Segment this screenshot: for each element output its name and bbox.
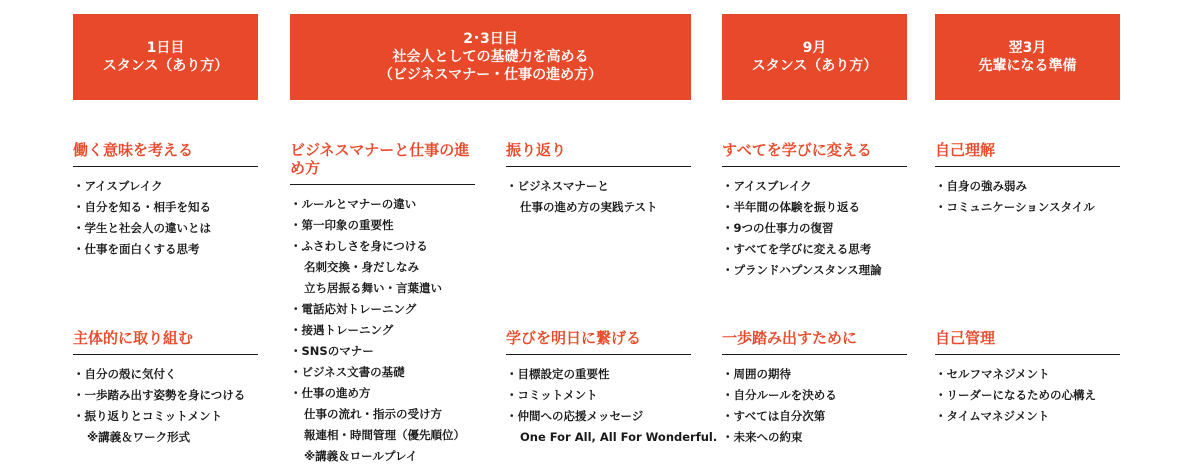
header-day23-line3: （ビジネスマナー・仕事の進め方）	[378, 67, 603, 83]
item-list	[506, 176, 691, 218]
list-item: ・仲間への応援メッセージ	[506, 409, 644, 423]
section-day1-bottom	[73, 329, 258, 448]
list-item: ・学生と社会人の違いとは	[73, 221, 211, 235]
header-day23	[290, 14, 691, 100]
divider	[73, 166, 258, 167]
header-march-line1: 翌3月	[1008, 40, 1047, 56]
list-item: ・仕事を面白くする思考	[73, 242, 200, 256]
list-item: ・目標設定の重要性	[506, 367, 610, 381]
list-item: ・電話応対トレーニング	[290, 302, 417, 316]
list-item-note: ※講義＆ロールプレイ	[304, 449, 418, 463]
list-item: ・振り返りとコミットメント	[73, 409, 223, 423]
list-item: ・接遇トレーニング	[290, 323, 394, 337]
list-item: ・仕事の進め方	[290, 386, 371, 400]
list-item: ・自身の強み弱み	[935, 179, 1027, 193]
header-september	[722, 14, 907, 100]
list-item: ・自分ルールを決める	[722, 388, 837, 402]
list-item: ・アイスブレイク	[73, 179, 163, 193]
section-day1-top	[73, 141, 258, 260]
list-item: ・ルールとマナーの違い	[290, 197, 417, 211]
list-item-note: ※講義＆ワーク形式	[87, 430, 191, 444]
list-item: ・周囲の期待	[722, 367, 791, 381]
header-day1	[73, 14, 258, 100]
list-item-sub: 名刺交換・身だしなみ	[304, 260, 419, 274]
list-item-sub: 報連相・時間管理（優先順位）	[304, 428, 465, 442]
list-item: ・ビジネス文書の基礎	[290, 365, 405, 379]
list-item: ・コミュニケーションスタイル	[935, 200, 1095, 214]
section-title: 振り返り	[506, 141, 567, 159]
header-september-line1: 9月	[802, 40, 827, 56]
section-march-bottom	[935, 329, 1120, 427]
section-march-top	[935, 141, 1120, 218]
divider	[506, 354, 691, 355]
item-list	[722, 364, 907, 448]
item-list	[722, 176, 907, 281]
list-item-sub: 立ち居振る舞い・言葉遣い	[304, 281, 442, 295]
list-item: ・すべてを学びに変える思考	[722, 242, 872, 256]
list-item: ・すべては自分次第	[722, 409, 826, 423]
header-day1-line2: スタンス（あり方）	[102, 58, 229, 74]
list-item: ・セルフマネジメント	[935, 367, 1050, 381]
section-title: 学びを明日に繋げる	[506, 329, 642, 347]
header-march-line2: 先輩になる準備	[978, 58, 1077, 74]
list-item: ・タイムマネジメント	[935, 409, 1050, 423]
item-list	[73, 364, 258, 448]
section-day23-review	[506, 141, 691, 218]
section-title: 自己理解	[935, 141, 996, 159]
list-item-sub: 仕事の進め方の実践テスト	[520, 200, 658, 214]
item-list	[73, 176, 258, 260]
list-item: ・プランドハプンスタンス理論	[722, 263, 882, 277]
list-item: ・ふさわしさを身につける	[290, 239, 428, 253]
header-day1-line1: 1日目	[146, 40, 185, 56]
divider	[73, 354, 258, 355]
list-item: ・自分を知る・相手を知る	[73, 200, 211, 214]
divider	[722, 166, 907, 167]
header-day23-line1: 2･3日目	[463, 31, 518, 47]
section-day23-tomorrow	[506, 329, 718, 448]
list-item-sub: One For All, All For Wonderful.	[520, 430, 718, 444]
list-item: ・一歩踏み出す姿勢を身につける	[73, 388, 246, 402]
header-september-line2: スタンス（あり方）	[751, 58, 878, 74]
item-list	[506, 364, 718, 448]
list-item-sub: 仕事の流れ・指示の受け方	[304, 407, 442, 421]
divider	[506, 166, 691, 167]
divider	[722, 354, 907, 355]
section-title: すべてを学びに変える	[722, 141, 872, 159]
list-item: ・ビジネスマナーと	[506, 179, 609, 193]
section-title: 自己管理	[935, 329, 996, 347]
list-item: ・9つの仕事力の復習	[722, 221, 834, 235]
item-list	[935, 176, 1120, 218]
list-item: ・リーダーになるための心構え	[935, 388, 1096, 402]
header-march	[935, 14, 1120, 100]
section-title: 働く意味を考える	[73, 141, 194, 159]
section-title: ビジネスマナーと仕事の進め方	[290, 141, 470, 177]
header-day23-line2: 社会人としての基礎力を高める	[392, 49, 589, 65]
list-item: ・SNSのマナー	[290, 344, 374, 358]
divider	[935, 354, 1120, 355]
section-september-bottom	[722, 329, 907, 448]
list-item: ・アイスブレイク	[722, 179, 812, 193]
section-day23-manners	[290, 141, 475, 467]
list-item: ・自分の殻に気付く	[73, 367, 177, 381]
section-title: 一歩踏み出すために	[722, 329, 858, 347]
list-item: ・半年間の体験を振り返る	[722, 200, 860, 214]
section-title: 主体的に取り組む	[73, 329, 194, 347]
item-list	[935, 364, 1120, 427]
list-item: ・コミットメント	[506, 388, 598, 402]
divider	[935, 166, 1120, 167]
list-item: ・未来への約束	[722, 430, 803, 444]
divider	[290, 184, 475, 185]
list-item: ・第一印象の重要性	[290, 218, 394, 232]
section-september-top	[722, 141, 907, 281]
item-list	[290, 194, 475, 467]
